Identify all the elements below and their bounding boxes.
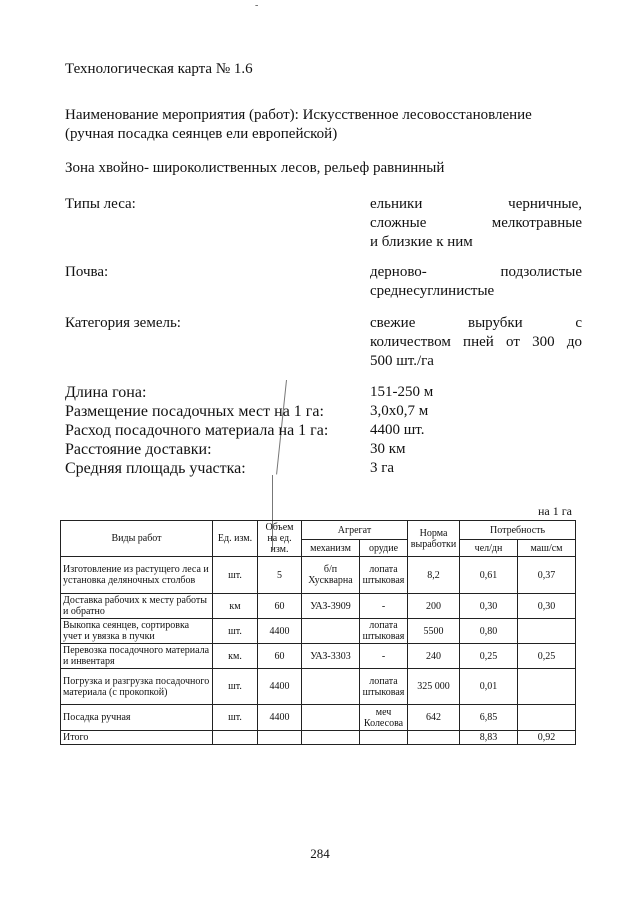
cell-mach-shift: [518, 705, 576, 731]
cell-volume: 4400: [258, 669, 302, 705]
measure-label: Наименование мероприятия (работ):: [65, 107, 299, 123]
cell-work: Перевозка посадочного материала и инвентаря: [61, 644, 213, 669]
param-value: 30 км: [370, 441, 406, 457]
header-need: Потребность: [460, 521, 576, 540]
param-label: Расход посадочного материала на 1 га:: [65, 422, 329, 439]
cell-mechanism: [302, 619, 360, 644]
forest-line-2: сложные мелкотравные: [370, 215, 582, 231]
cell-work: Изготовление из растущего леса и установка деляночных столбов: [61, 557, 213, 594]
param-value: 3,0х0,7 м: [370, 403, 429, 419]
param-value: 151-250 м: [370, 384, 434, 400]
param-row: [65, 383, 585, 402]
cell-volume: 5: [258, 557, 302, 594]
table-row: [61, 644, 576, 669]
cell-volume: 60: [258, 594, 302, 619]
cell-mach-shift: 0,37: [518, 557, 576, 594]
table-row: [61, 619, 576, 644]
soil-value: [370, 263, 582, 301]
header-mach-shift: маш/см: [518, 540, 576, 557]
cell-mechanism: УАЗ-3909: [302, 594, 360, 619]
cell-norm: 200: [408, 594, 460, 619]
total-empty: [258, 731, 302, 745]
zone-text: Зона хвойно- широколиственных лесов, рельеф равнинный: [65, 160, 445, 176]
cell-unit: шт.: [213, 669, 258, 705]
forest-line-1: ельники черничные,: [370, 196, 582, 212]
params-list: [65, 383, 585, 478]
land-value: [370, 314, 582, 371]
cell-tool: -: [360, 644, 408, 669]
cell-man-day: 0,61: [460, 557, 518, 594]
header-work: Виды работ: [61, 521, 213, 557]
per-unit-note: на 1 га: [538, 504, 572, 518]
param-value: 4400 шт.: [370, 422, 425, 438]
table-row: [61, 705, 576, 731]
param-label: Размещение посадочных мест на 1 га:: [65, 403, 324, 420]
cell-man-day: 0,80: [460, 619, 518, 644]
param-label: Длина гона:: [65, 384, 147, 401]
table-row: [61, 669, 576, 705]
soil-line-1: дерново- подзолистые: [370, 264, 582, 280]
param-row: [65, 421, 585, 440]
cell-mach-shift: [518, 619, 576, 644]
param-label: Средняя площадь участка:: [65, 460, 246, 477]
forest-line-3: и близкие к ним: [370, 234, 473, 250]
table-total-row: [61, 731, 576, 745]
header-aggregate: Агрегат: [302, 521, 408, 540]
cell-unit: км.: [213, 644, 258, 669]
cell-tool: лопата штыковая: [360, 669, 408, 705]
cell-man-day: 0,30: [460, 594, 518, 619]
table-row: [61, 594, 576, 619]
cell-work: Посадка ручная: [61, 705, 213, 731]
cell-tool: лопата штыковая: [360, 619, 408, 644]
soil-label: Почва:: [65, 264, 109, 280]
cell-mach-shift: [518, 669, 576, 705]
measure-line2: (ручная посадка сеянцев ели европейской): [65, 126, 338, 142]
header-volume: Объем на ед. изм.: [258, 521, 302, 557]
cell-tool: меч Колесова: [360, 705, 408, 731]
page-number: 284: [310, 846, 330, 861]
total-label: Итого: [61, 731, 213, 745]
cell-tool: -: [360, 594, 408, 619]
param-value: 3 га: [370, 460, 395, 476]
measure-block: [65, 106, 532, 144]
cell-tool: лопата штыковая: [360, 557, 408, 594]
cell-man-day: 6,85: [460, 705, 518, 731]
cell-unit: шт.: [213, 557, 258, 594]
total-empty: [213, 731, 258, 745]
header-tool: орудие: [360, 540, 408, 557]
cell-volume: 60: [258, 644, 302, 669]
cell-work: Выкопка сеянцев, сортировка учет и увязка в пучки: [61, 619, 213, 644]
param-row: [65, 459, 585, 478]
total-man-day: 8,83: [460, 731, 518, 745]
cell-volume: 4400: [258, 705, 302, 731]
table-row: [61, 557, 576, 594]
measure-line1: Искусственное лесовосстановление: [302, 107, 532, 123]
total-mach-shift: 0,92: [518, 731, 576, 745]
cell-mechanism: [302, 669, 360, 705]
top-scan-mark: -: [255, 0, 259, 11]
cell-man-day: 0,01: [460, 669, 518, 705]
land-line-3: 500 шт./га: [370, 353, 434, 369]
land-line-1: свежие вырубки с: [370, 315, 582, 331]
document-title: Технологическая карта № 1.6: [65, 61, 253, 77]
param-row: [65, 440, 585, 459]
total-empty: [408, 731, 460, 745]
cell-work: Доставка рабочих к месту работы и обратно: [61, 594, 213, 619]
cell-unit: шт.: [213, 705, 258, 731]
cell-mach-shift: 0,30: [518, 594, 576, 619]
cell-unit: шт.: [213, 619, 258, 644]
cell-man-day: 0,25: [460, 644, 518, 669]
cell-norm: 5500: [408, 619, 460, 644]
header-mechanism: механизм: [302, 540, 360, 557]
cell-norm: 642: [408, 705, 460, 731]
cell-work: Погрузка и разгрузка посадочного материала (с прокопкой): [61, 669, 213, 705]
total-empty: [360, 731, 408, 745]
forest-value: [370, 195, 582, 252]
forest-label: Типы леса:: [65, 196, 136, 212]
cell-mach-shift: 0,25: [518, 644, 576, 669]
param-label: Расстояние доставки:: [65, 441, 212, 458]
cell-norm: 240: [408, 644, 460, 669]
cell-norm: 325 000: [408, 669, 460, 705]
land-label: Категория земель:: [65, 315, 181, 331]
cell-mechanism: б/п Хускварна: [302, 557, 360, 594]
header-norm: Норма выработки: [408, 521, 460, 557]
cell-norm: 8,2: [408, 557, 460, 594]
cell-mechanism: УАЗ-3303: [302, 644, 360, 669]
work-table: [60, 520, 576, 745]
land-line-2: количеством пней от 300 до: [370, 334, 582, 350]
cell-volume: 4400: [258, 619, 302, 644]
cell-unit: км: [213, 594, 258, 619]
header-man-day: чел/дн: [460, 540, 518, 557]
soil-line-2: среднесуглинистые: [370, 283, 495, 299]
total-empty: [302, 731, 360, 745]
header-unit: Ед. изм.: [213, 521, 258, 557]
cell-mechanism: [302, 705, 360, 731]
param-row: [65, 402, 585, 421]
table-header-row: [61, 521, 576, 540]
